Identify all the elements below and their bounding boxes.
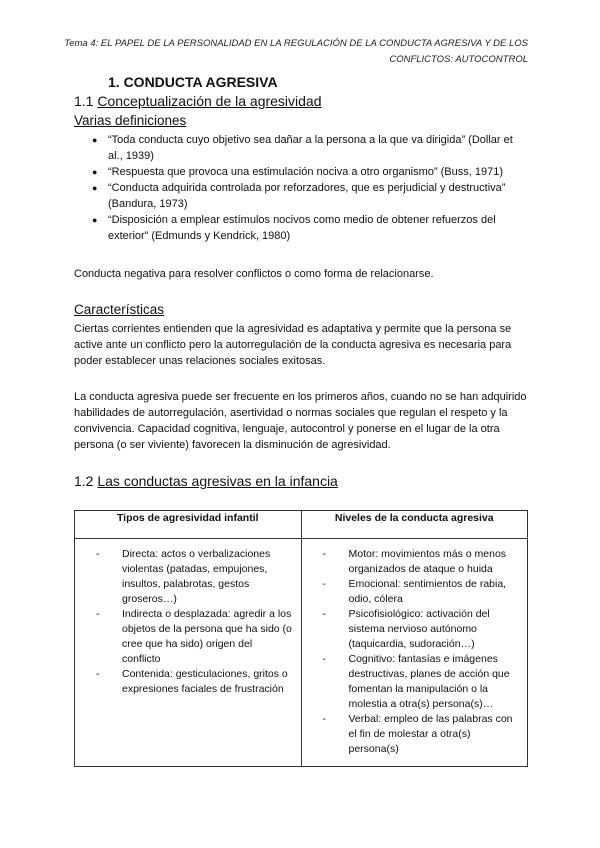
bullet-icon: ● xyxy=(92,183,98,193)
definition-line: “Toda conducta cuyo objetivo sea dañar a la persona a la que va dirigida” (Dollar et xyxy=(108,134,513,146)
item-line: Contenida: gesticulaciones, gritos o xyxy=(122,668,288,680)
dash-bullet-icon: - xyxy=(322,548,326,560)
page-header-line1: Tema 4: EL PAPEL DE LA PERSONALIDAD EN LA REGULACIÓN DE LA CONDUCTA AGRESIVA Y DE LOS xyxy=(64,38,528,49)
item-line: cree que ha sido) origen del xyxy=(122,638,253,650)
table-header: Tipos de agresividad infantil xyxy=(75,511,302,539)
bullet-icon: ● xyxy=(92,135,98,145)
item-line: Indirecta o desplazada: agredir a los xyxy=(122,608,292,620)
item-line: fomentan la manipulación o la xyxy=(348,683,489,695)
table-list-item xyxy=(303,577,527,607)
page-header-line2: CONFLICTOS: AUTOCONTROL xyxy=(389,54,528,65)
subsection-1-1-heading xyxy=(74,93,322,109)
aggression-table xyxy=(74,510,528,767)
item-line: destructivas, planes de acción que xyxy=(348,668,510,680)
item-line: objetos de la persona que ha sido (o xyxy=(122,623,292,635)
bullet-icon: ● xyxy=(92,215,98,225)
paragraph-line: Ciertas corrientes entienden que la agresividad es adaptativa y permite que la persona se xyxy=(74,323,512,335)
definitions-heading: Varias definiciones xyxy=(74,113,187,128)
paragraph-line: convivencia. Capacidad cognitiva, lenguaje, autocontrol y ponerse en el lugar de la otra xyxy=(74,423,500,435)
table-list-item xyxy=(303,712,527,757)
paragraph-2 xyxy=(74,389,527,453)
dash-bullet-icon: - xyxy=(322,653,326,665)
note-text: Conducta negativa para resolver conflictos o como forma de relacionarse. xyxy=(74,268,434,280)
item-line: expresiones faciales de frustración xyxy=(122,683,284,695)
item-line: Cognitivo: fantasías e imágenes xyxy=(348,653,498,665)
item-line: organizados de ataque o huida xyxy=(348,563,493,575)
item-line: molestia a otra(s) persona(s)… xyxy=(348,698,494,710)
definition-line: (Bandura, 1973) xyxy=(108,198,188,210)
heading-text: Las conductas agresivas en la infancia xyxy=(97,473,338,489)
dash-bullet-icon: - xyxy=(322,608,326,620)
dash-bullet-icon: - xyxy=(322,713,326,725)
item-line: Verbal: empleo de las palabras con xyxy=(348,713,513,725)
item-line: persona(s) xyxy=(348,743,399,755)
table-list-item xyxy=(76,667,300,697)
definition-line: al., 1939) xyxy=(108,150,154,162)
item-line: el fin de molestar a otra(s) xyxy=(348,728,471,740)
definition-line: exterior” (Edmunds y Kendrick, 1980) xyxy=(108,230,291,242)
bullet-icon: ● xyxy=(92,167,98,177)
item-line: Directa: actos o verbalizaciones xyxy=(122,548,271,560)
dash-bullet-icon: - xyxy=(96,608,100,620)
paragraph-line: active ante un conflicto pero la autorregulación de la conducta agresiva es necesaria para xyxy=(74,339,512,351)
dash-bullet-icon: - xyxy=(96,548,100,560)
item-line: insultos, palabrotas, gestos xyxy=(122,578,250,590)
table-list-item xyxy=(76,607,300,667)
table-header: Niveles de la conducta agresiva xyxy=(301,511,528,539)
characteristics-heading: Características xyxy=(74,302,165,317)
heading-number: 1.1 xyxy=(74,93,94,109)
heading-number: 1.2 xyxy=(74,473,94,489)
dash-bullet-icon: - xyxy=(96,668,100,680)
dash-bullet-icon: - xyxy=(322,578,326,590)
definition-line: “Disposición a emplear estímulos nocivos como medio de obtener refuerzos del xyxy=(108,214,496,226)
paragraph-1 xyxy=(74,321,511,369)
table-list-item xyxy=(303,652,527,712)
item-line: violentas (patadas, empujones, xyxy=(122,563,268,575)
table-list-item xyxy=(303,547,527,577)
paragraph-line: poder establecer unas relaciones sociales exitosas. xyxy=(74,355,326,367)
table-cell-types xyxy=(75,539,302,767)
table-cell-levels xyxy=(301,539,528,767)
table-list-item xyxy=(76,547,300,607)
table-list-item xyxy=(303,607,527,652)
item-line: sistema nervioso autónomo xyxy=(348,623,477,635)
section-title: 1. CONDUCTA AGRESIVA xyxy=(108,74,278,90)
item-line: groseros…) xyxy=(122,593,177,605)
definition-line: “Conducta adquirida controlada por reforzadores, que es perjudicial y destructiva” xyxy=(108,182,506,194)
item-line: odio, cólera xyxy=(348,593,403,605)
definition-line: “Respuesta que provoca una estimulación nociva a otro organismo” (Buss, 1971) xyxy=(108,166,503,178)
item-line: (taquicardia, sudoración…) xyxy=(348,638,475,650)
paragraph-line: habilidades de autorregulación, asertividad o normas sociales que regulan el respeto y la xyxy=(74,407,508,419)
item-line: Psicofisiológico: activación del xyxy=(348,608,490,620)
item-line: Motor: movimientos más o menos xyxy=(348,548,507,560)
item-line: conflicto xyxy=(122,653,161,665)
item-line: Emocional: sentimientos de rabia, xyxy=(348,578,507,590)
paragraph-line: La conducta agresiva puede ser frecuente en los primeros años, cuando no se han adquirido xyxy=(74,391,527,403)
heading-text: Conceptualización de la agresividad xyxy=(97,93,322,109)
paragraph-line: persona (o ser viviente) favorecen la disminución de agresividad. xyxy=(74,439,391,451)
subsection-1-2-heading xyxy=(74,473,338,489)
